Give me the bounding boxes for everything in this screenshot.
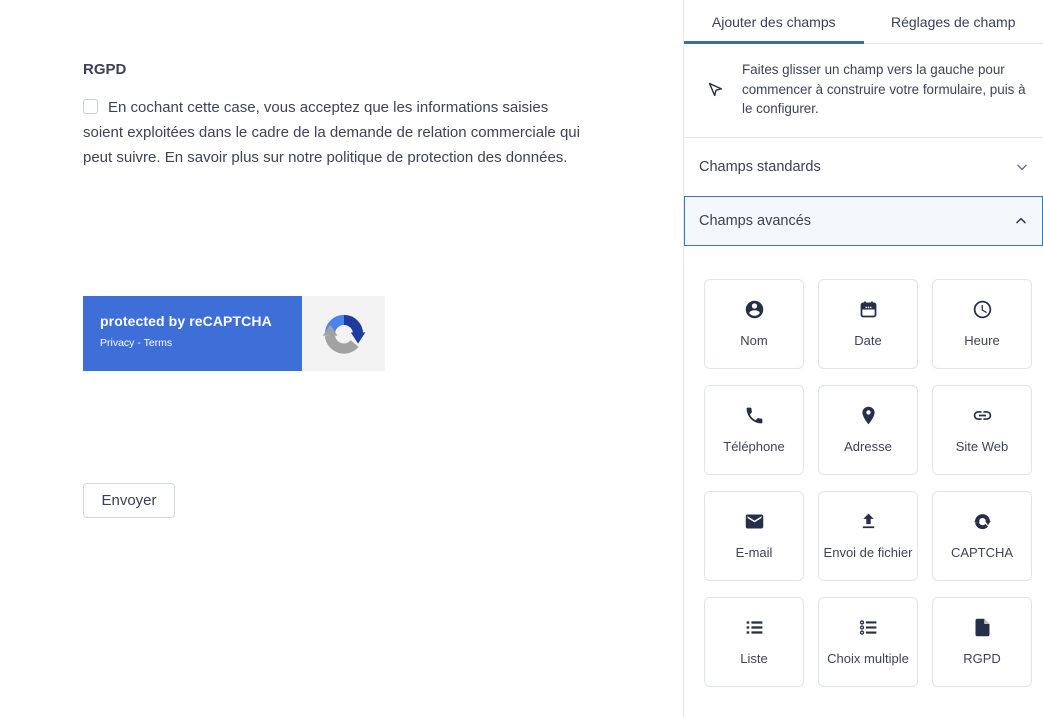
field-card-label: Adresse — [844, 439, 892, 454]
recaptcha-badge — [83, 296, 385, 371]
chevron-up-icon — [1013, 213, 1029, 229]
field-card-captcha[interactable] — [932, 491, 1032, 581]
field-card-email[interactable] — [704, 491, 804, 581]
calendar-icon — [858, 299, 879, 320]
recaptcha-link-separator: - — [134, 337, 144, 349]
tab-add-fields[interactable]: Ajouter des champs — [684, 0, 864, 43]
field-card-liste[interactable] — [704, 597, 804, 687]
drag-instruction — [684, 44, 1043, 138]
tab-field-settings[interactable]: Réglages de champ — [890, 13, 1016, 30]
field-card-label: Date — [854, 333, 882, 348]
recaptcha-protected-label: protected by reCAPTCHA — [100, 313, 272, 329]
multiple-choice-icon — [858, 617, 879, 638]
rgpd-section-title: RGPD — [83, 61, 127, 78]
field-card-label: Nom — [740, 333, 768, 348]
field-card-rgpd[interactable] — [932, 597, 1032, 687]
clock-icon — [972, 299, 993, 320]
field-card-heure[interactable] — [932, 279, 1032, 369]
field-card-label: Heure — [964, 333, 1000, 348]
recaptcha-terms-link[interactable]: Terms — [143, 337, 173, 349]
field-card-label: E-mail — [735, 545, 773, 560]
field-card-envoi-de-fichier[interactable] — [818, 491, 918, 581]
section-advanced-label: Champs avancés — [699, 212, 812, 229]
chevron-down-icon — [1014, 159, 1030, 175]
field-card-choix-multiple[interactable] — [818, 597, 918, 687]
field-card-date[interactable] — [818, 279, 918, 369]
phone-icon — [744, 405, 765, 426]
envelope-icon — [744, 511, 765, 532]
field-card-label: Site Web — [955, 439, 1009, 454]
recaptcha-privacy-link[interactable]: Privacy — [100, 337, 135, 349]
link-icon — [972, 405, 993, 426]
field-card-label: RGPD — [963, 651, 1001, 666]
field-card-adresse[interactable] — [818, 385, 918, 475]
upload-icon — [858, 511, 879, 532]
submit-button[interactable]: Envoyer — [83, 483, 175, 518]
section-standard-label: Champs standards — [699, 158, 821, 175]
consent-block — [83, 95, 583, 170]
recaptcha-banner — [83, 296, 302, 371]
field-card-label: Choix multiple — [827, 651, 909, 666]
captcha-icon — [972, 511, 993, 532]
list-icon — [744, 617, 765, 638]
field-card-label: Envoi de fichier — [823, 545, 913, 560]
consent-checkbox[interactable] — [83, 99, 98, 114]
person-icon — [744, 299, 765, 320]
field-card-telephone[interactable] — [704, 385, 804, 475]
field-card-label: CAPTCHA — [950, 545, 1014, 560]
location-pin-icon — [858, 405, 879, 426]
field-card-site-web[interactable] — [932, 385, 1032, 475]
section-standard-fields[interactable] — [684, 138, 1043, 196]
cursor-pointer-icon — [706, 80, 725, 99]
drag-instruction-text: Faites glisser un champ vers la gauche pour commencer à construire votre formulaire, puis à le configurer. — [742, 62, 1026, 116]
field-card-label: Téléphone — [723, 439, 785, 454]
recaptcha-logo-icon — [317, 307, 371, 361]
field-card-label: Liste — [740, 651, 768, 666]
panel-tabs — [684, 0, 1043, 44]
document-icon — [972, 617, 993, 638]
recaptcha-links — [100, 337, 302, 349]
recaptcha-logo-box — [302, 296, 385, 371]
advanced-fields-grid — [684, 246, 1043, 687]
field-card-nom[interactable] — [704, 279, 804, 369]
section-advanced-fields[interactable] — [684, 196, 1043, 246]
field-builder-panel — [683, 0, 1043, 717]
consent-text: En cochant cette case, vous acceptez que les informations saisies soient exploitées dans le cadre de la demande de relation commerciale qui peut suivre. En savoir plus sur notre politique de protection des données. — [83, 99, 580, 166]
